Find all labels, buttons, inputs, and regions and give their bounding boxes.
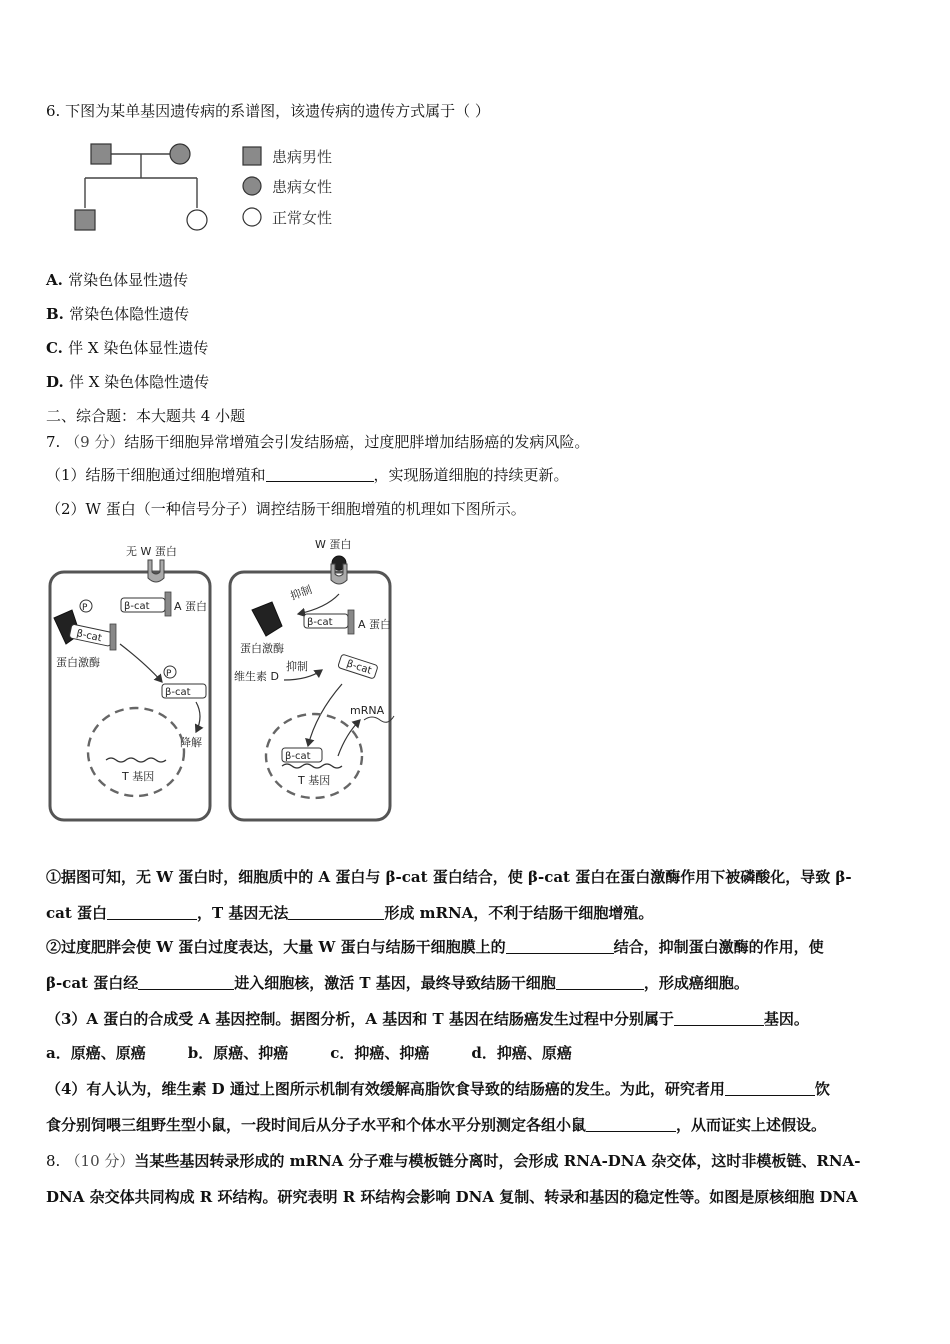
q6-option-a: A. 常染色体显性遗传 [46, 271, 189, 289]
right-inhibit-label-low: 抑制 [286, 660, 308, 673]
right-mrna-label: mRNA [350, 704, 385, 717]
svg-text:P: P [82, 603, 88, 613]
answer-blank[interactable] [586, 1115, 676, 1132]
q7-c2-line2: β-cat 蛋白经 进入细胞核，激活 T 基因，最终导致结肠干细胞 ，形成癌细胞。 [46, 974, 749, 992]
q7-part2: （2）W 蛋白（一种信号分子）调控结肠干细胞增殖的机理如下图所示。 [46, 500, 526, 518]
q7-stem-text: 结肠干细胞异常增殖会引发结肠癌，过度肥胖增加结肠癌的发病风险。 [124, 433, 590, 451]
left-kinase-label: 蛋白激酶 [56, 656, 100, 669]
svg-text:β-cat: β-cat [307, 617, 333, 628]
q6-stem-text: 下图为某单基因遗传病的系谱图，该遗传病的遗传方式属于（ ） [65, 102, 490, 120]
left-a-protein-top [165, 592, 171, 616]
q7-c1-line1: ①据图可知，无 W 蛋白时，细胞质中的 A 蛋白与 β-cat 蛋白结合，使 β-cat 蛋白在蛋白激酶作用下被磷酸化，导致 β- [46, 868, 852, 886]
svg-text:β-cat: β-cat [75, 628, 103, 645]
svg-text:β-cat: β-cat [345, 658, 373, 677]
q7-stem [46, 431, 906, 453]
legend-normal-female-label: 正常女性 [272, 209, 333, 227]
right-vitd-label: 维生素 D [234, 670, 279, 683]
right-kinase-label: 蛋白激酶 [240, 642, 284, 655]
legend-affected-female-icon [243, 177, 261, 195]
answer-blank[interactable] [107, 903, 197, 920]
q7-part4-line1: （4）有人认为，维生素 D 通过上图所示机制有效缓解高脂饮食导致的结肠癌的发生。为此，研究者用 饮 [46, 1080, 830, 1098]
q8-score: （10 分） [65, 1152, 135, 1170]
svg-text:P: P [166, 669, 172, 679]
legend-normal-female-icon [243, 208, 261, 226]
right-a-protein-label: A 蛋白 [358, 618, 392, 631]
legend-affected-male-label: 患病男性 [272, 148, 333, 166]
right-cell-title: W 蛋白 [315, 538, 352, 551]
q8-line1: 8. （10 分）当某些基因转录形成的 mRNA 分子难与模板链分离时，会形成 RNA-DNA 杂交体，这时非模板链、RNA- [46, 1152, 861, 1170]
answer-blank[interactable] [674, 1009, 764, 1026]
q8-line2: DNA 杂交体共同构成 R 环结构。研究表明 R 环结构会影响 DNA 复制、转录和基因的稳定性等。如图是原核细胞 DNA [46, 1188, 858, 1206]
left-degrade-label: 降解 [180, 736, 202, 749]
q6-option-d: D. 伴 X 染色体隐性遗传 [46, 373, 210, 391]
pedigree-daughter-normal-female [187, 210, 207, 230]
right-inhibit-label-top: 抑制 [288, 583, 314, 603]
pedigree-son-affected-male [75, 210, 95, 230]
right-a-protein [348, 610, 354, 634]
q7-option-d: d．抑癌、原癌 [471, 1044, 572, 1062]
q8-number: 8. [46, 1152, 61, 1170]
pedigree-father-affected-male [91, 144, 111, 164]
section-title: 二、综合题：本大题共 4 小题 [46, 407, 246, 425]
right-t-gene-label: T 基因 [298, 774, 331, 787]
q7-part3: （3）A 蛋白的合成受 A 基因控制。据图分析，A 基因和 T 基因在结肠癌发生过程中分别属于 基因。 [46, 1010, 809, 1028]
answer-blank[interactable] [725, 1079, 815, 1096]
answer-blank[interactable] [138, 973, 234, 990]
answer-blank[interactable] [556, 973, 644, 990]
legend-affected-male-icon [243, 147, 261, 165]
answer-blank[interactable] [266, 465, 374, 482]
svg-text:β-cat: β-cat [165, 687, 191, 698]
answer-blank[interactable] [506, 937, 614, 954]
q7-option-a: a．原癌、原癌 [46, 1044, 146, 1062]
pedigree-mother-affected-female [170, 144, 190, 164]
q7-part4-line2: 食分别饲喂三组野生型小鼠，一段时间后从分子水平和个体水平分别测定各组小鼠 ，从而证实上述假设。 [46, 1116, 827, 1134]
svg-text:β-cat: β-cat [285, 751, 311, 762]
q7-c2-line1: ②过度肥胖会使 W 蛋白过度表达，大量 W 蛋白与结肠干细胞膜上的 结合，抑制蛋白激酶的作用，使 [46, 938, 824, 956]
q6-option-b: B. 常染色体隐性遗传 [46, 305, 190, 323]
q6-stem [46, 100, 906, 122]
q7-part3-options [46, 1042, 906, 1064]
q6-option-c: C. 伴 X 染色体显性遗传 [46, 339, 209, 357]
svg-text:β-cat: β-cat [124, 601, 150, 612]
w-protein-mechanism-figure [46, 534, 396, 830]
left-a-protein-mid [110, 624, 116, 650]
q7-option-b: b．原癌、抑癌 [187, 1044, 289, 1062]
q7-part1: （1）结肠干细胞通过细胞增殖和 ，实现肠道细胞的持续更新。 [46, 466, 569, 484]
left-a-protein-label: A 蛋白 [174, 600, 208, 613]
left-t-gene-label: T 基因 [122, 770, 155, 783]
legend-affected-female-label: 患病女性 [272, 178, 333, 196]
q6-number: 6. [46, 102, 61, 120]
q7-number: 7. [46, 433, 61, 451]
q7-score: （9 分） [65, 433, 125, 451]
answer-blank[interactable] [288, 903, 384, 920]
pedigree-figure [70, 138, 360, 238]
q7-option-c: c．抑癌、抑癌 [330, 1044, 430, 1062]
q7-c1-line2: cat 蛋白 ，T 基因无法 形成 mRNA，不利于结肠干细胞增殖。 [46, 904, 654, 922]
left-cell-title: 无 W 蛋白 [126, 545, 177, 558]
